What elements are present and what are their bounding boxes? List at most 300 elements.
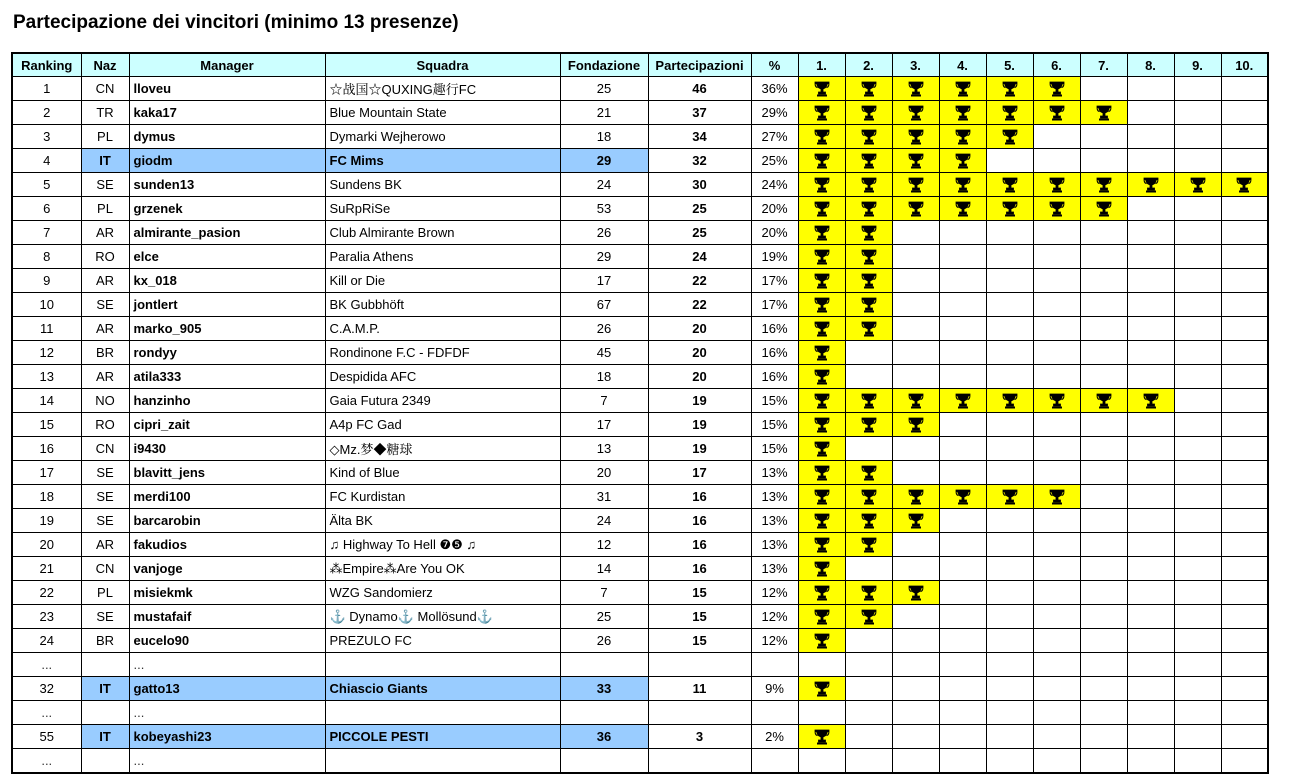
win-cell — [939, 221, 986, 245]
cell-ranking: 15 — [12, 413, 81, 437]
trophy-icon — [859, 176, 879, 191]
win-cell — [986, 485, 1033, 509]
win-cell — [939, 341, 986, 365]
cell-ranking: 12 — [12, 341, 81, 365]
cell-manager: almirante_pasion — [129, 221, 325, 245]
trophy-icon — [812, 296, 832, 311]
cell-percent: 13% — [751, 509, 798, 533]
cell-fondazione: 29 — [560, 245, 648, 269]
trophy-icon — [859, 512, 879, 527]
win-cell — [892, 701, 939, 725]
win-cell — [798, 77, 845, 101]
win-cell — [1127, 293, 1174, 317]
win-cell — [1221, 485, 1268, 509]
win-cell — [845, 701, 892, 725]
cell-manager: sunden13 — [129, 173, 325, 197]
win-cell — [1127, 461, 1174, 485]
win-cell — [1127, 533, 1174, 557]
cell-naz — [81, 701, 129, 725]
win-cell — [845, 149, 892, 173]
win-cell — [892, 605, 939, 629]
trophy-icon — [1047, 392, 1067, 407]
win-cell — [798, 701, 845, 725]
win-cell — [1080, 197, 1127, 221]
win-cell — [1033, 581, 1080, 605]
cell-partecipazioni: 34 — [648, 125, 751, 149]
win-cell — [798, 317, 845, 341]
cell-fondazione — [560, 701, 648, 725]
win-cell — [986, 413, 1033, 437]
win-cell — [798, 245, 845, 269]
cell-naz: AR — [81, 533, 129, 557]
trophy-icon — [812, 392, 832, 407]
trophy-icon — [859, 584, 879, 599]
cell-fondazione: 26 — [560, 317, 648, 341]
trophy-icon — [1094, 392, 1114, 407]
win-cell — [892, 461, 939, 485]
trophy-icon — [1000, 104, 1020, 119]
win-cell — [1127, 245, 1174, 269]
cell-naz: BR — [81, 341, 129, 365]
win-cell — [1127, 581, 1174, 605]
trophy-icon — [812, 728, 832, 743]
win-cell — [892, 581, 939, 605]
cell-squadra: Blue Mountain State — [325, 101, 560, 125]
win-cell — [845, 365, 892, 389]
win-cell — [1127, 485, 1174, 509]
win-cell — [986, 101, 1033, 125]
win-cell — [1033, 125, 1080, 149]
cell-squadra: ⚓ Dynamo⚓ Mollösund⚓ — [325, 605, 560, 629]
table-row — [12, 317, 1268, 341]
cell-ranking: 23 — [12, 605, 81, 629]
cell-fondazione: 13 — [560, 437, 648, 461]
cell-squadra: Kill or Die — [325, 269, 560, 293]
win-cell — [845, 605, 892, 629]
win-cell — [939, 581, 986, 605]
win-cell — [798, 341, 845, 365]
cell-percent: 13% — [751, 533, 798, 557]
win-cell — [1174, 101, 1221, 125]
win-cell — [1174, 197, 1221, 221]
win-cell — [939, 245, 986, 269]
cell-manager: ... — [129, 701, 325, 725]
cell-percent: 13% — [751, 461, 798, 485]
win-cell — [1127, 173, 1174, 197]
cell-manager: vanjoge — [129, 557, 325, 581]
win-cell — [1174, 173, 1221, 197]
win-cell — [892, 533, 939, 557]
trophy-icon — [1047, 80, 1067, 95]
win-cell — [1127, 605, 1174, 629]
win-cell — [939, 725, 986, 749]
cell-manager: cipri_zait — [129, 413, 325, 437]
win-cell — [986, 629, 1033, 653]
win-cell — [845, 557, 892, 581]
table-row — [12, 389, 1268, 413]
win-cell — [1174, 77, 1221, 101]
cell-fondazione — [560, 749, 648, 774]
win-cell — [939, 389, 986, 413]
table-row — [12, 485, 1268, 509]
cell-partecipazioni: 19 — [648, 437, 751, 461]
cell-percent: 12% — [751, 605, 798, 629]
trophy-icon — [953, 392, 973, 407]
trophy-icon — [812, 368, 832, 383]
cell-percent: 29% — [751, 101, 798, 125]
trophy-icon — [859, 320, 879, 335]
win-cell — [798, 485, 845, 509]
cell-squadra: Despidida AFC — [325, 365, 560, 389]
trophy-icon — [1000, 200, 1020, 215]
table-row — [12, 197, 1268, 221]
win-cell — [1127, 197, 1174, 221]
cell-percent: 20% — [751, 197, 798, 221]
trophy-icon — [906, 392, 926, 407]
cell-percent: 15% — [751, 389, 798, 413]
win-cell — [892, 437, 939, 461]
cell-fondazione: 18 — [560, 365, 648, 389]
trophy-icon — [953, 152, 973, 167]
cell-manager: atila333 — [129, 365, 325, 389]
win-cell — [1221, 317, 1268, 341]
trophy-icon — [812, 440, 832, 455]
win-cell — [1080, 221, 1127, 245]
win-cell — [1221, 269, 1268, 293]
header-win-8: 8. — [1127, 53, 1174, 77]
header-percent: % — [751, 53, 798, 77]
win-cell — [986, 317, 1033, 341]
cell-squadra: Dymarki Wejherowo — [325, 125, 560, 149]
win-cell — [1174, 341, 1221, 365]
cell-percent: 17% — [751, 269, 798, 293]
win-cell — [986, 77, 1033, 101]
cell-manager: kobeyashi23 — [129, 725, 325, 749]
win-cell — [892, 365, 939, 389]
win-cell — [1080, 413, 1127, 437]
cell-percent: 16% — [751, 317, 798, 341]
cell-manager: kaka17 — [129, 101, 325, 125]
gap-row — [12, 749, 1268, 774]
table-row — [12, 125, 1268, 149]
cell-squadra: PICCOLE PESTI — [325, 725, 560, 749]
cell-naz: BR — [81, 629, 129, 653]
win-cell — [939, 149, 986, 173]
trophy-icon — [1047, 104, 1067, 119]
header-win-9: 9. — [1174, 53, 1221, 77]
trophy-icon — [812, 200, 832, 215]
win-cell — [798, 413, 845, 437]
win-cell — [845, 101, 892, 125]
win-cell — [798, 461, 845, 485]
cell-fondazione: 25 — [560, 77, 648, 101]
win-cell — [892, 173, 939, 197]
cell-manager: marko_905 — [129, 317, 325, 341]
cell-percent — [751, 749, 798, 774]
win-cell — [986, 701, 1033, 725]
win-cell — [798, 365, 845, 389]
win-cell — [1174, 581, 1221, 605]
table-row — [12, 581, 1268, 605]
gap-row — [12, 701, 1268, 725]
cell-percent: 36% — [751, 77, 798, 101]
win-cell — [845, 197, 892, 221]
cell-ranking: ... — [12, 653, 81, 677]
win-cell — [892, 77, 939, 101]
cell-fondazione — [560, 653, 648, 677]
win-cell — [1033, 269, 1080, 293]
cell-fondazione: 20 — [560, 461, 648, 485]
win-cell — [939, 437, 986, 461]
trophy-icon — [812, 248, 832, 263]
win-cell — [1221, 341, 1268, 365]
cell-partecipazioni — [648, 653, 751, 677]
trophy-icon — [812, 344, 832, 359]
cell-partecipazioni: 30 — [648, 173, 751, 197]
win-cell — [1080, 125, 1127, 149]
win-cell — [798, 653, 845, 677]
win-cell — [845, 509, 892, 533]
trophy-icon — [812, 632, 832, 647]
trophy-icon — [1094, 176, 1114, 191]
win-cell — [1221, 437, 1268, 461]
win-cell — [1221, 581, 1268, 605]
win-cell — [845, 485, 892, 509]
win-cell — [1127, 149, 1174, 173]
cell-ranking: 2 — [12, 101, 81, 125]
trophy-icon — [859, 488, 879, 503]
win-cell — [1221, 557, 1268, 581]
win-cell — [986, 149, 1033, 173]
cell-ranking: 6 — [12, 197, 81, 221]
win-cell — [1033, 629, 1080, 653]
cell-percent: 27% — [751, 125, 798, 149]
trophy-icon — [906, 152, 926, 167]
cell-ranking: 24 — [12, 629, 81, 653]
win-cell — [1174, 485, 1221, 509]
trophy-icon — [812, 104, 832, 119]
trophy-icon — [812, 416, 832, 431]
cell-squadra: Sundens BK — [325, 173, 560, 197]
cell-manager: i9430 — [129, 437, 325, 461]
win-cell — [798, 149, 845, 173]
header-win-7: 7. — [1080, 53, 1127, 77]
trophy-icon — [859, 80, 879, 95]
trophy-icon — [906, 104, 926, 119]
win-cell — [845, 389, 892, 413]
win-cell — [1127, 221, 1174, 245]
win-cell — [1033, 485, 1080, 509]
cell-manager: hanzinho — [129, 389, 325, 413]
win-cell — [1174, 557, 1221, 581]
header-win-10: 10. — [1221, 53, 1268, 77]
win-cell — [1174, 293, 1221, 317]
win-cell — [939, 701, 986, 725]
win-cell — [798, 197, 845, 221]
win-cell — [1221, 533, 1268, 557]
header-fondazione: Fondazione — [560, 53, 648, 77]
cell-manager: lloveu — [129, 77, 325, 101]
cell-naz: AR — [81, 221, 129, 245]
win-cell — [939, 197, 986, 221]
win-cell — [939, 677, 986, 701]
cell-ranking: 20 — [12, 533, 81, 557]
cell-naz: NO — [81, 389, 129, 413]
table-row — [12, 341, 1268, 365]
cell-squadra: SuRpRiSe — [325, 197, 560, 221]
win-cell — [939, 317, 986, 341]
table-row — [12, 725, 1268, 749]
win-cell — [1174, 245, 1221, 269]
cell-naz: SE — [81, 173, 129, 197]
gap-row — [12, 653, 1268, 677]
cell-naz: PL — [81, 197, 129, 221]
cell-partecipazioni: 16 — [648, 533, 751, 557]
win-cell — [1080, 245, 1127, 269]
win-cell — [939, 461, 986, 485]
win-cell — [1221, 77, 1268, 101]
cell-partecipazioni: 25 — [648, 197, 751, 221]
win-cell — [892, 101, 939, 125]
win-cell — [1080, 725, 1127, 749]
cell-naz: SE — [81, 485, 129, 509]
trophy-icon — [859, 152, 879, 167]
trophy-icon — [906, 80, 926, 95]
trophy-icon — [906, 128, 926, 143]
win-cell — [1127, 653, 1174, 677]
win-cell — [1080, 677, 1127, 701]
cell-partecipazioni: 20 — [648, 341, 751, 365]
trophy-icon — [812, 224, 832, 239]
win-cell — [1033, 221, 1080, 245]
win-cell — [845, 629, 892, 653]
cell-ranking: 18 — [12, 485, 81, 509]
cell-ranking: 17 — [12, 461, 81, 485]
table-row — [12, 533, 1268, 557]
cell-partecipazioni: 46 — [648, 77, 751, 101]
cell-ranking: 8 — [12, 245, 81, 269]
win-cell — [1080, 341, 1127, 365]
cell-percent: 13% — [751, 485, 798, 509]
cell-squadra: C.A.M.P. — [325, 317, 560, 341]
cell-fondazione: 29 — [560, 149, 648, 173]
cell-partecipazioni — [648, 749, 751, 774]
win-cell — [845, 677, 892, 701]
win-cell — [892, 629, 939, 653]
win-cell — [986, 749, 1033, 774]
cell-naz — [81, 653, 129, 677]
trophy-icon — [1094, 200, 1114, 215]
win-cell — [939, 485, 986, 509]
cell-fondazione: 67 — [560, 293, 648, 317]
cell-percent: 16% — [751, 341, 798, 365]
win-cell — [1127, 125, 1174, 149]
win-cell — [845, 437, 892, 461]
win-cell — [892, 221, 939, 245]
win-cell — [1033, 509, 1080, 533]
trophy-icon — [906, 488, 926, 503]
cell-manager: mustafaif — [129, 605, 325, 629]
win-cell — [1080, 173, 1127, 197]
win-cell — [1033, 149, 1080, 173]
cell-squadra: ☆战国☆QUXING趣行FC — [325, 77, 560, 101]
cell-fondazione: 53 — [560, 197, 648, 221]
cell-fondazione: 17 — [560, 269, 648, 293]
trophy-icon — [859, 224, 879, 239]
cell-squadra: A4p FC Gad — [325, 413, 560, 437]
cell-manager: ... — [129, 653, 325, 677]
cell-fondazione: 24 — [560, 173, 648, 197]
win-cell — [986, 509, 1033, 533]
win-cell — [939, 629, 986, 653]
win-cell — [798, 509, 845, 533]
cell-manager: giodm — [129, 149, 325, 173]
cell-ranking: 9 — [12, 269, 81, 293]
trophy-icon — [859, 248, 879, 263]
cell-naz: AR — [81, 269, 129, 293]
win-cell — [939, 605, 986, 629]
win-cell — [1127, 365, 1174, 389]
table-row — [12, 245, 1268, 269]
cell-manager: kx_018 — [129, 269, 325, 293]
win-cell — [1221, 509, 1268, 533]
win-cell — [798, 677, 845, 701]
win-cell — [845, 533, 892, 557]
trophy-icon — [812, 560, 832, 575]
win-cell — [986, 365, 1033, 389]
win-cell — [1174, 725, 1221, 749]
win-cell — [986, 341, 1033, 365]
trophy-icon — [812, 584, 832, 599]
win-cell — [1174, 389, 1221, 413]
win-cell — [1033, 293, 1080, 317]
table-row — [12, 269, 1268, 293]
trophy-icon — [953, 200, 973, 215]
table-row — [12, 437, 1268, 461]
win-cell — [1174, 509, 1221, 533]
cell-partecipazioni: 37 — [648, 101, 751, 125]
cell-manager: blavitt_jens — [129, 461, 325, 485]
cell-partecipazioni: 19 — [648, 413, 751, 437]
cell-ranking: 21 — [12, 557, 81, 581]
win-cell — [1080, 749, 1127, 774]
cell-partecipazioni: 16 — [648, 485, 751, 509]
win-cell — [845, 77, 892, 101]
win-cell — [798, 437, 845, 461]
cell-fondazione: 45 — [560, 341, 648, 365]
win-cell — [1221, 629, 1268, 653]
trophy-icon — [859, 416, 879, 431]
cell-ranking: ... — [12, 749, 81, 774]
table-row — [12, 221, 1268, 245]
win-cell — [986, 437, 1033, 461]
win-cell — [798, 629, 845, 653]
cell-partecipazioni: 20 — [648, 365, 751, 389]
win-cell — [1080, 605, 1127, 629]
win-cell — [1174, 749, 1221, 774]
win-cell — [798, 173, 845, 197]
win-cell — [1127, 725, 1174, 749]
cell-partecipazioni: 3 — [648, 725, 751, 749]
win-cell — [1080, 389, 1127, 413]
win-cell — [892, 317, 939, 341]
cell-naz: SE — [81, 293, 129, 317]
cell-squadra: FC Mims — [325, 149, 560, 173]
cell-fondazione: 26 — [560, 221, 648, 245]
table-row — [12, 77, 1268, 101]
win-cell — [1174, 221, 1221, 245]
win-cell — [1174, 533, 1221, 557]
